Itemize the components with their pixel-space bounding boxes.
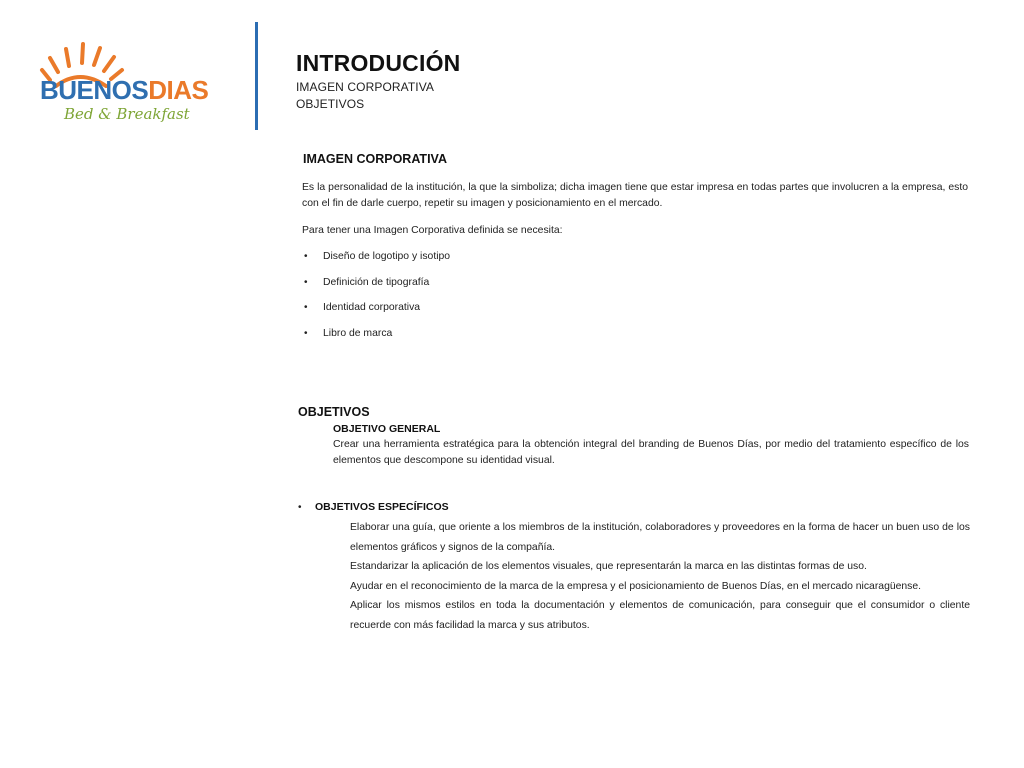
list-item [300,249,450,275]
imagen-list [300,249,450,351]
list-item: Ayudar en el reconocimiento de la marca de la empresa y el posicionamiento de Buenos Días, en el mercado nicaragüense. [350,580,922,592]
brand-primary: BUENOS [40,75,149,105]
brand-tagline: Bed & Breakfast [64,105,190,123]
imagen-paragraph-2: Para tener una Imagen Corporativa definida se necesita: [302,225,563,236]
imagen-paragraph-1: Es la personalidad de la institución, la que la simboliza; dicha imagen tiene que estar impresa en todas partes que involucren a la empresa, esto con el fin de darle cuerpo, repetir su imagen y posicionamiento en el mercado. [302,182,968,209]
objetivos-especificos-list [350,518,970,635]
list-item-text: Diseño de logotipo y isotipo [323,251,451,262]
header-divider [255,22,258,130]
list-item-text: Definición de tipografía [323,276,430,288]
header-subtitle-objetivos: OBJETIVOS [296,97,365,111]
brand-secondary: DIAS [148,75,209,105]
list-item: Aplicar los mismos estilos en toda la documentación y elementos de comunicación, para conseguir que el consumidor o cliente recuerde con más facilidad la marca y sus atributos. [350,600,970,631]
bullet-icon: • [304,276,308,288]
objetivos-especificos-heading: OBJETIVOS ESPECÍFICOS [315,501,449,513]
list-item-text: Libro de marca [323,327,393,339]
imagen-heading: IMAGEN CORPORATIVA [303,152,447,166]
brand-wordmark [40,77,208,103]
header-subtitle-imagen: IMAGEN CORPORATIVA [296,80,435,94]
list-item: Elaborar una guía, que oriente a los miembros de la institución, colaboradores y proveedores en la forma de hacer un buen uso de los elementos gráficos y signos de la compañía. [350,522,970,553]
objetivo-general-text: Crear una herramienta estratégica para la obtención integral del branding de Buenos Días, por medio del tratamiento específico de los elementos que descompone su identidad visual. [333,439,969,466]
objetivo-general-heading: OBJETIVO GENERAL [333,423,441,435]
bullet-icon: • [298,502,302,513]
objetivos-heading: OBJETIVOS [298,405,370,419]
bullet-icon: • [304,327,308,339]
list-item-text: Identidad corporativa [323,302,421,313]
bullet-icon: • [304,251,308,262]
bullet-icon: • [304,302,308,313]
list-item [300,326,450,352]
list-item: Estandarizar la aplicación de los elementos visuales, que representarán la marca en las distintas formas de uso. [350,561,867,572]
list-item [300,275,450,301]
brand-logo [38,28,228,128]
page-title: INTRODUCIÓN [296,50,461,76]
list-item [300,300,450,326]
